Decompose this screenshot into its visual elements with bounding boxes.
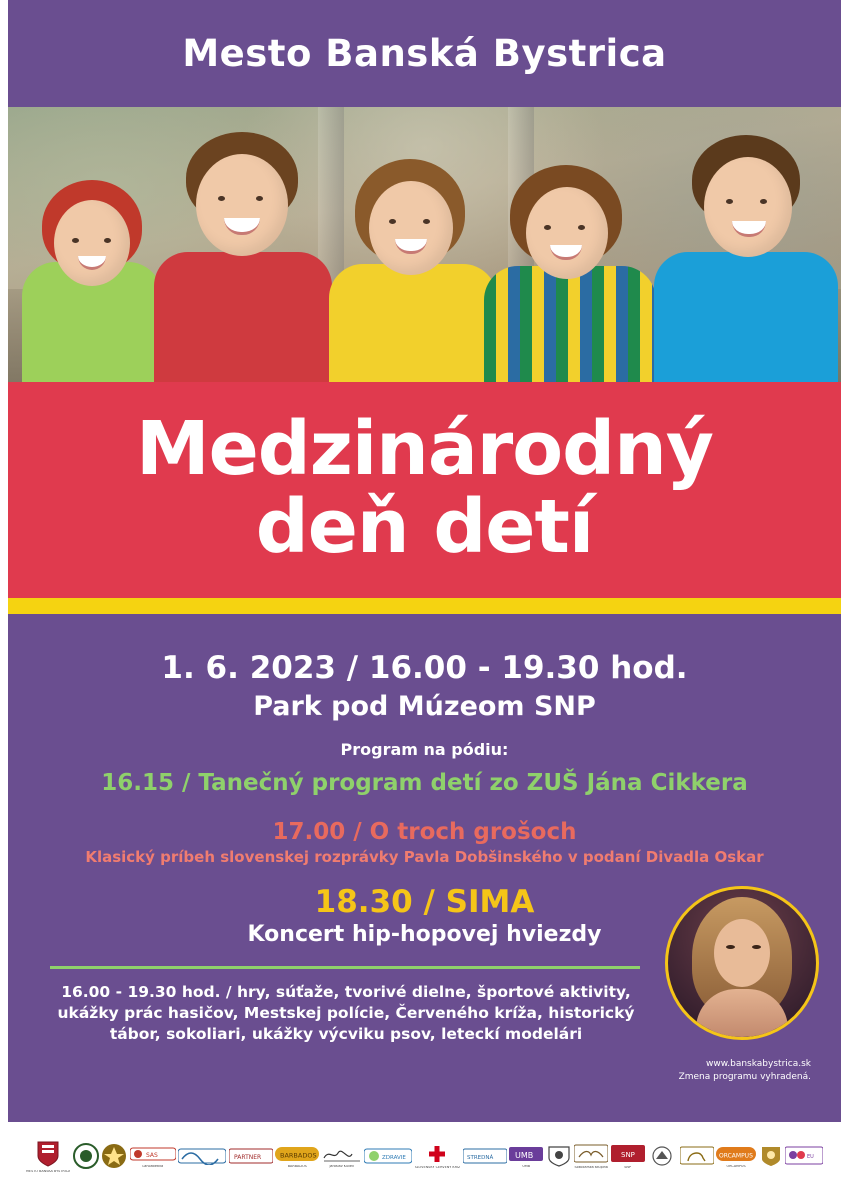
event-date-time: 1. 6. 2023 / 16.00 - 19.30 hod. — [161, 650, 688, 686]
program-item-3-title: 18.30 / SIMA — [314, 884, 535, 920]
artist-avatar — [665, 886, 819, 1040]
svg-text:BARBADOS: BARBADOS — [280, 1151, 317, 1160]
child-head — [369, 181, 453, 275]
eu-program-logo-icon — [785, 1146, 823, 1166]
child-head — [54, 200, 130, 286]
children-photo — [8, 107, 841, 382]
logo-caption: MESTO BANSKÁ BYSTRICA — [26, 1170, 71, 1174]
svg-text:PARTNER: PARTNER — [233, 1154, 261, 1161]
page-margin-bottom — [0, 1192, 849, 1200]
city-title: Mesto Banská Bystrica — [182, 32, 667, 75]
logo-caption: Jaroslav Kuliev — [329, 1165, 354, 1169]
event-details — [8, 614, 841, 1122]
page-margin-left — [0, 0, 8, 1200]
child-eye — [72, 238, 79, 243]
logo-caption: Sokoliarska skupina — [574, 1166, 608, 1170]
badge-icon — [759, 1145, 783, 1167]
logo-caption: ORCAMPUS — [726, 1165, 746, 1169]
child-eye — [104, 238, 111, 243]
page-title-line1: Medzinárodný — [135, 405, 714, 492]
child-eye — [578, 225, 585, 230]
event-place: Park pod Múzeom SNP — [253, 691, 596, 722]
child-shirt — [329, 264, 497, 382]
logo-partner-3 — [101, 1135, 127, 1179]
falcon-icon — [574, 1144, 608, 1164]
emblem-icon — [647, 1146, 677, 1166]
logo-partner-16 — [647, 1135, 677, 1179]
activities-list: 16.00 - 19.30 hod. / hry, súťaže, tvorivé dielne, športové aktivity, ukážky prác hasičov, Mestskej polície, Červeného kríža, historický tábor, sokoliari, ukážky výcviku psov, leteckí modelári — [57, 983, 635, 1043]
page-title-line2: deň detí — [255, 483, 594, 570]
logo-partner-15 — [611, 1135, 645, 1179]
logo-partner-6 — [229, 1135, 273, 1179]
logo-athletics — [130, 1135, 176, 1179]
partner-wordmark-icon — [364, 1147, 412, 1165]
svg-text:UMB: UMB — [515, 1151, 534, 1161]
logo-umb — [509, 1135, 543, 1179]
child-eye — [389, 219, 396, 224]
logo-caption: SNP — [624, 1166, 632, 1170]
logo-caption: Ľahoatletika — [142, 1165, 164, 1169]
header-band — [0, 0, 849, 107]
child-eye — [256, 196, 263, 201]
child-head — [704, 157, 792, 257]
partner-wordmark-icon — [463, 1147, 507, 1165]
poster-title-block — [8, 382, 841, 598]
green-divider — [50, 966, 640, 969]
logo-city-banska-bystrica — [26, 1135, 70, 1179]
logo-partner-11 — [463, 1135, 507, 1179]
child-eye — [760, 199, 767, 204]
child-figure — [478, 147, 663, 382]
page-margin-right — [841, 0, 849, 1200]
program-item-1: 16.15 / Tanečný program detí zo ZUŠ Jána Cikkera — [101, 770, 748, 796]
child-figure — [18, 152, 168, 382]
child-eye — [544, 225, 551, 230]
child-shirt — [484, 266, 656, 382]
athletics-logo-icon — [130, 1145, 176, 1163]
svg-text:SNP: SNP — [620, 1151, 635, 1160]
website-url[interactable]: www.banskabystrica.sk — [706, 1059, 811, 1069]
program-item-2-description: Klasický príbeh slovenskej rozprávky Pavla Dobšinského v podaní Divadla Oskar — [85, 848, 764, 866]
child-figure — [323, 137, 503, 382]
logo-partner-9 — [364, 1135, 412, 1179]
artist-eye — [726, 945, 735, 949]
logo-barbados — [275, 1135, 319, 1179]
child-eye — [218, 196, 225, 201]
logo-partner-2 — [73, 1135, 99, 1179]
svg-text:STREDNÁ: STREDNÁ — [466, 1155, 494, 1161]
red-cross-icon — [427, 1144, 447, 1164]
shield-icon — [546, 1145, 572, 1167]
coat-of-arms-icon — [35, 1140, 61, 1168]
child-eye — [726, 199, 733, 204]
svg-text:SAS: SAS — [145, 1152, 158, 1160]
child-head — [196, 154, 288, 256]
signature-logo-icon — [322, 1145, 362, 1163]
partner-wordmark-icon — [178, 1147, 226, 1165]
museum-snp-icon — [611, 1144, 645, 1164]
partner-logo-strip — [8, 1122, 841, 1192]
circular-emblem-icon — [73, 1143, 99, 1169]
website-block — [591, 1058, 811, 1083]
logo-caption: UMB — [522, 1165, 531, 1169]
svg-text:ZDRAVIE: ZDRAVIE — [382, 1155, 407, 1161]
logo-caption: BARBADOS — [287, 1165, 307, 1169]
logo-partner-13 — [546, 1135, 572, 1179]
yellow-divider — [8, 598, 841, 614]
child-figure — [148, 122, 338, 382]
artist-face — [714, 919, 770, 987]
child-shirt — [154, 252, 332, 382]
logo-caption: SLOVENSKÝ ČERVENÝ KRÍŽ — [414, 1166, 461, 1170]
child-head — [526, 187, 608, 279]
program-item-2-title: 17.00 / O troch grošoch — [272, 819, 577, 845]
child-eye — [423, 219, 430, 224]
child-figure — [648, 127, 841, 382]
umb-logo-icon — [509, 1145, 543, 1163]
program-item-3-description: Koncert hip-hopovej hviezdy — [247, 922, 602, 947]
logo-orcampus — [716, 1135, 756, 1179]
program-label: Program na pódiu: — [340, 740, 509, 759]
logo-red-cross — [415, 1135, 461, 1179]
svg-text:ORCAMPUS: ORCAMPUS — [719, 1152, 753, 1160]
logo-partner-17 — [680, 1135, 714, 1179]
circular-emblem-icon — [101, 1143, 127, 1169]
header-inner — [8, 8, 841, 99]
orcampus-logo-icon — [716, 1145, 756, 1163]
horse-icon — [680, 1146, 714, 1166]
logo-falconry — [574, 1135, 608, 1179]
logo-jaroslav-kuliev — [322, 1135, 362, 1179]
program-change-note: Zmena programu vyhradená. — [678, 1071, 811, 1082]
artist-eye — [752, 945, 761, 949]
logo-partner-20 — [785, 1135, 823, 1179]
barbados-logo-icon — [275, 1145, 319, 1163]
partner-wordmark-icon — [229, 1147, 273, 1165]
child-shirt — [654, 252, 838, 382]
logo-partner-5 — [178, 1135, 226, 1179]
logo-partner-19 — [759, 1135, 783, 1179]
svg-text:EU: EU — [807, 1154, 814, 1160]
